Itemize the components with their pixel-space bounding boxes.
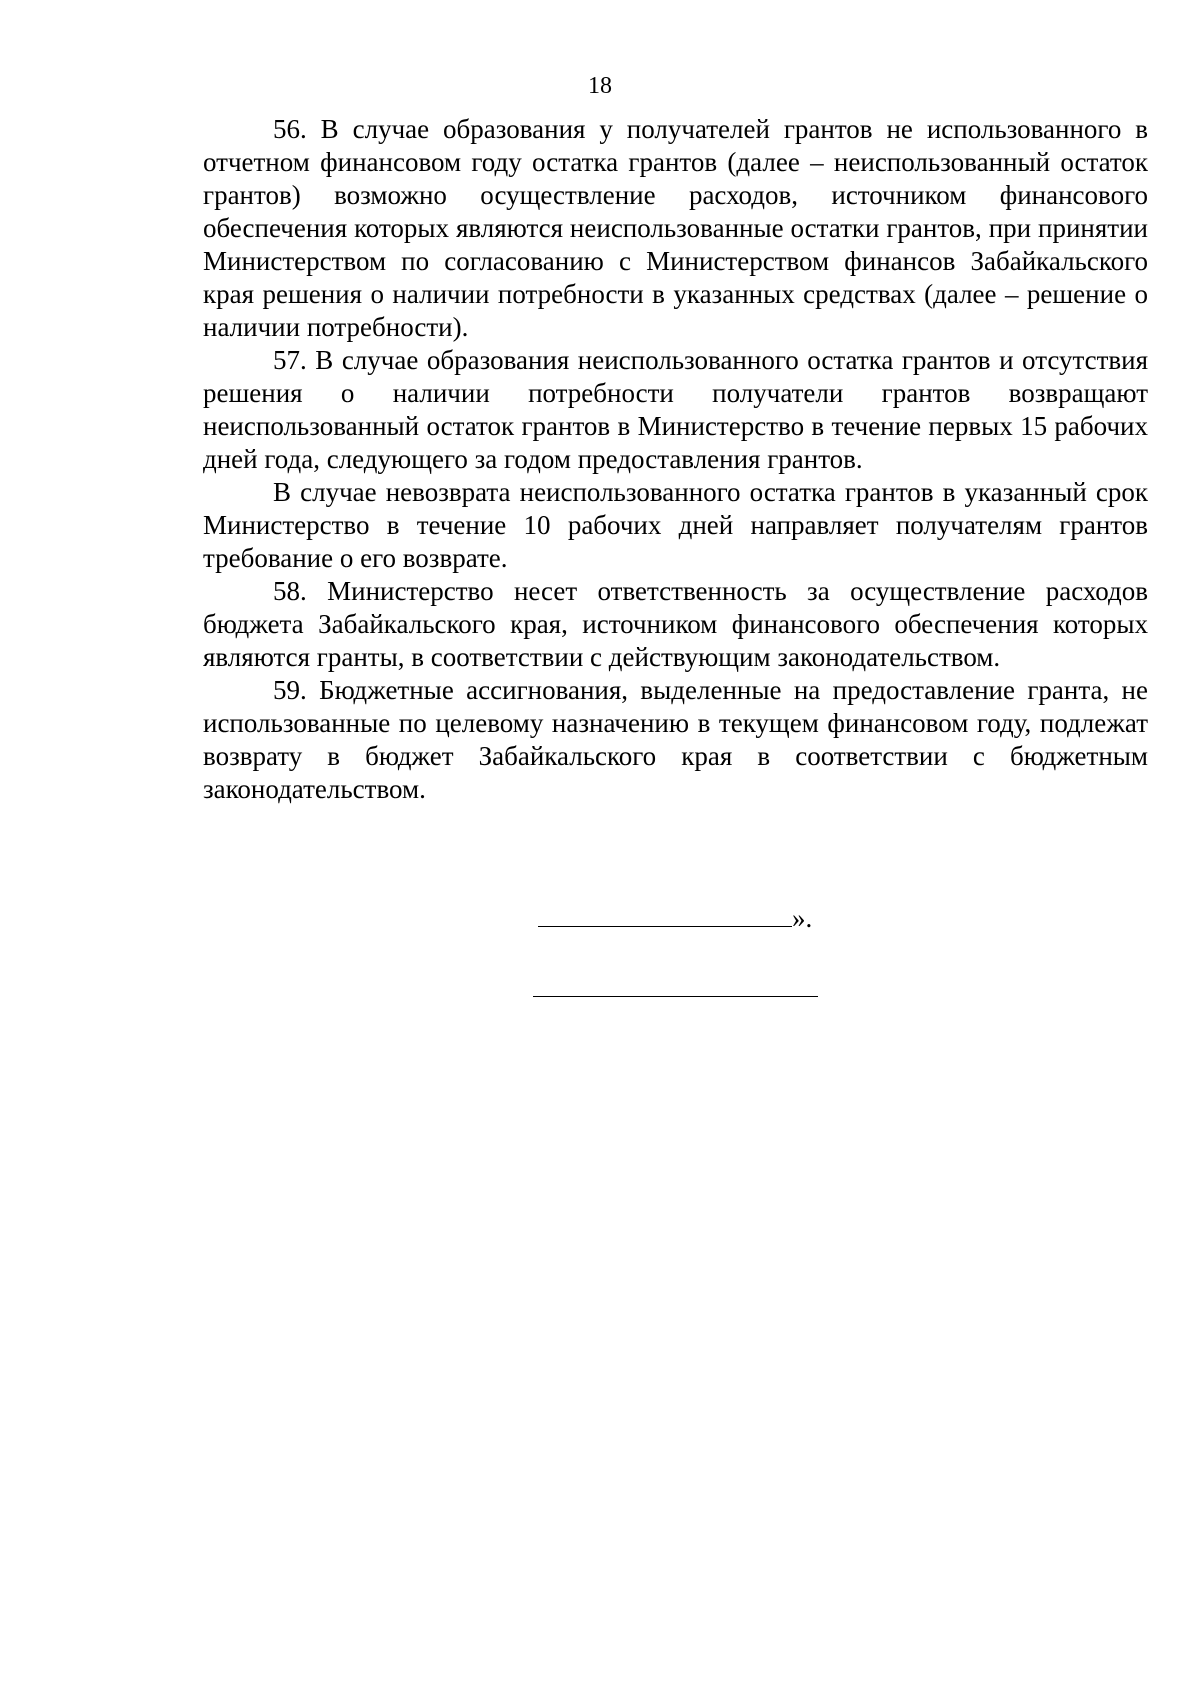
closing-line bbox=[538, 902, 812, 935]
paragraph-56: 56. В случае образования у получателей грантов не использованного в отчетном финансовом году остатка грантов (далее – неиспользованный остаток грантов) возможно осуществление расходов, источником финансового обеспечения которых являются неиспользованные остатки грантов, при принятии Министерством по согласованию с Министерством финансов Забайкальского края решения о наличии потребности в указанных средствах (далее – решение о наличии потребности). bbox=[203, 114, 1148, 342]
paragraph-57-continued: В случае невозврата неиспользованного остатка грантов в указанный срок Министерство в течение 10 рабочих дней направляет получателям грантов требование о его возврате. bbox=[203, 477, 1148, 573]
paragraph-57: 57. В случае образования неиспользованного остатка грантов и отсутствия решения о наличии потребности получатели грантов возвращают неиспользованный остаток грантов в Министерство в течение первых 15 рабочих дней года, следующего за годом предоставления грантов. bbox=[203, 345, 1148, 474]
closing-quote-mark: ». bbox=[792, 903, 813, 933]
paragraph-58: 58. Министерство несет ответственность за осуществление расходов бюджета Забайкальского края, источником финансового обеспечения которых являются гранты, в соответствии с действующим законодательством. bbox=[203, 576, 1148, 672]
end-of-document-rule bbox=[533, 996, 818, 997]
paragraph-59: 59. Бюджетные ассигнования, выделенные на предоставление гранта, не использованные по целевому назначению в текущем финансовом году, подлежат возврату в бюджет Забайкальского края в соответствии с бюджетным законодательством. bbox=[203, 675, 1148, 804]
closing-underline bbox=[538, 902, 792, 927]
document-body bbox=[203, 113, 1148, 806]
page-number: 18 bbox=[588, 73, 612, 99]
